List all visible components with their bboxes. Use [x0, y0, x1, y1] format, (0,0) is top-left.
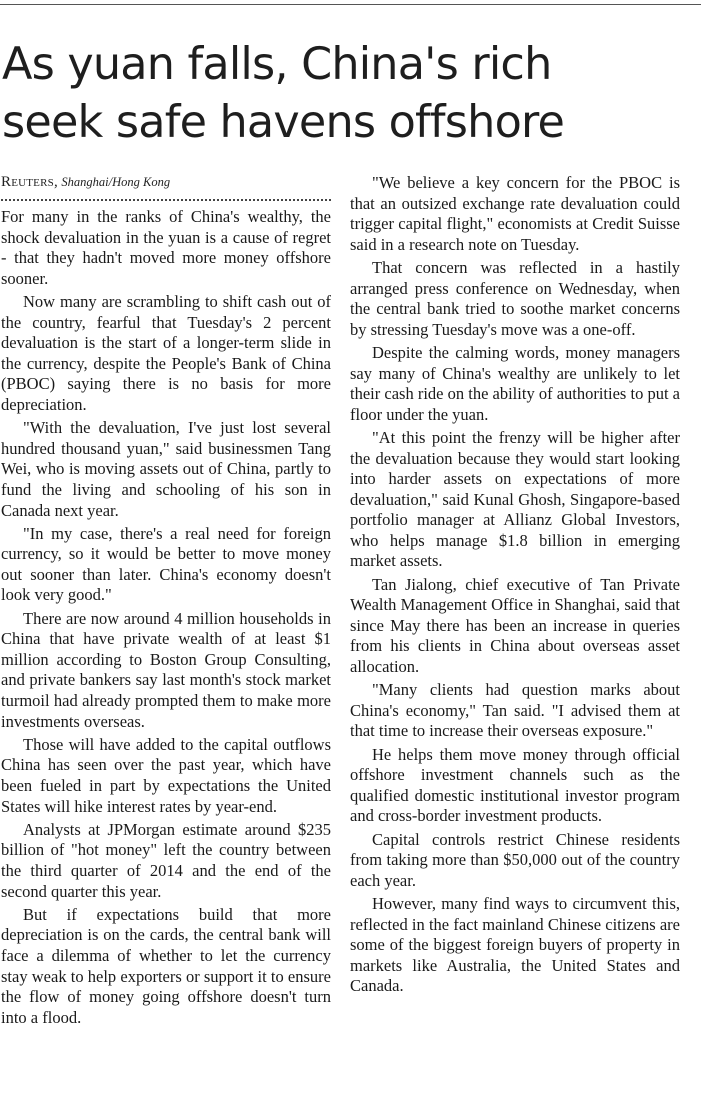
paragraph: Tan Jialong, chief executive of Tan Private Wealth Management Office in Shanghai, said that since May there has been an increase in queries from his clients in China about overseas asset allocation. — [350, 574, 680, 677]
paragraph: Now many are scrambling to shift cash out of the country, fearful that Tuesday's 2 percent devaluation is the start of a longer-term slide in the currency, despite the People's Bank of China (PBOC) saying there is no basis for more depreciation. — [1, 291, 331, 414]
paragraph: He helps them move money through official offshore investment channels such as the qualified domestic institutional investor program and cross-border investment products. — [350, 744, 680, 826]
byline-divider — [1, 199, 331, 201]
paragraph: That concern was reflected in a hastily arranged press conference on Wednesday, when the central bank tried to soothe market concerns by stressing Tuesday's move was a one-off. — [350, 257, 680, 339]
paragraph: "In my case, there's a real need for foreign currency, so it would be better to move money out sooner than later. China's economy doesn't look very good." — [1, 523, 331, 605]
top-rule — [0, 4, 701, 5]
byline-agency: Reuters, — [1, 174, 58, 190]
paragraph: Analysts at JPMorgan estimate around $235 billion of "hot money" left the country between the third quarter of 2014 and the end of the second quarter this year. — [1, 819, 331, 901]
paragraph: Despite the calming words, money managers say many of China's wealthy are unlikely to let their cash ride on the ability of authorities to put a floor under the yuan. — [350, 342, 680, 424]
paragraph: "At this point the frenzy will be higher after the devaluation because they would start looking into harder assets on expectations of more devaluation," said Kunal Ghosh, Singapore-based portfolio manager at Allianz Global Investors, who helps manage $1.8 billion in emerging market assets. — [350, 427, 680, 571]
paragraph: However, many find ways to circumvent this, reflected in the fact mainland Chinese citizens are some of the biggest foreign buyers of property in markets like Australia, the United States and Canada. — [350, 893, 680, 996]
paragraph: "We believe a key concern for the PBOC is that an outsized exchange rate devaluation could trigger capital flight," economists at Credit Suisse said in a research note on Tuesday. — [350, 173, 680, 254]
headline-line-1: As yuan falls, China's rich — [2, 39, 552, 90]
article-column-left — [1, 173, 331, 1031]
headline — [2, 36, 699, 152]
byline-location: Shanghai/Hong Kong — [61, 175, 171, 189]
paragraph: Capital controls restrict Chinese residents from taking more than $50,000 out of the country each year. — [350, 829, 680, 890]
paragraph: There are now around 4 million households in China that have private wealth of at least $1 million according to Boston Group Consulting, and private bankers say last month's stock market turmoil had already prompted them to make more investments overseas. — [1, 608, 331, 731]
paragraph: For many in the ranks of China's wealthy, the shock devaluation in the yuan is a cause of regret - that they hadn't moved more money offshore sooner. — [1, 207, 331, 288]
headline-line-2: seek safe havens offshore — [2, 97, 565, 148]
article-column-right — [350, 173, 680, 1000]
byline — [1, 173, 331, 192]
paragraph: "Many clients had question marks about China's economy," Tan said. "I advised them at that time to increase their overseas exposure." — [350, 680, 680, 741]
paragraph: "With the devaluation, I've just lost several hundred thousand yuan," said businessmen Tang Wei, who is moving assets out of China, partly to fund the living and schooling of his son in Canada next year. — [1, 418, 331, 520]
paragraph: Those will have added to the capital outflows China has seen over the past year, which have been fueled in part by expectations the United States will hike interest rates by year-end. — [1, 734, 331, 816]
paragraph: But if expectations build that more depreciation is on the cards, the central bank will face a dilemma of whether to let the currency stay weak to help exporters or support it to ensure the flow of money going offshore doesn't turn into a flood. — [1, 904, 331, 1027]
